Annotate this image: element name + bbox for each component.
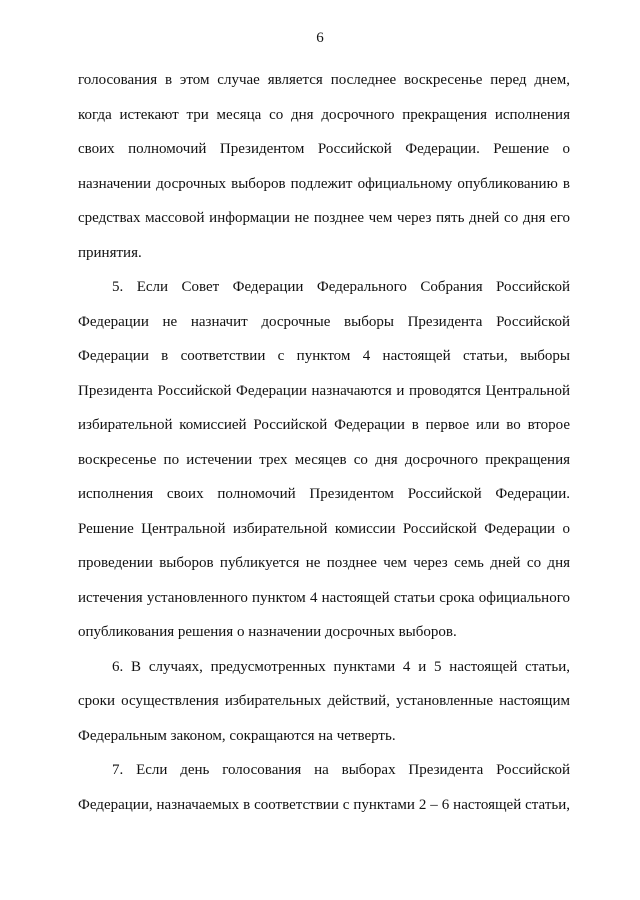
- text-line: 5. Если Совет Федерации Федерального Собрания Российской: [112, 279, 570, 295]
- text-line: избирательной комиссией Российской Федерации в первое или во второе: [78, 417, 570, 433]
- text-line: Федерации не назначит досрочные выборы Президента Российской: [78, 313, 570, 330]
- page-body: [78, 63, 570, 822]
- text-line: принятия.: [78, 244, 142, 261]
- text-line: Решение Центральной избирательной комиссии Российской Федерации о: [78, 520, 570, 537]
- text-line: средствах массовой информации не позднее чем через пять дней со дня его: [78, 210, 570, 226]
- text-line: Федерации в соответствии с пунктом 4 настоящей статьи, выборы: [78, 348, 570, 364]
- text-line: 6. В случаях, предусмотренных пунктами 4 и 5 настоящей статьи,: [112, 658, 570, 675]
- text-line: проведении выборов публикуется не позднее чем через семь дней со дня: [78, 555, 570, 571]
- text-line: голосования в этом случае является последнее воскресенье перед днем,: [78, 72, 570, 88]
- text-line: назначении досрочных выборов подлежит официальному опубликованию в: [78, 175, 570, 192]
- paragraph: [78, 270, 570, 650]
- text-line: когда истекают три месяца со дня досрочного прекращения исполнения: [78, 106, 570, 123]
- text-line: Федерации, назначаемых в соответствии с пунктами 2 – 6 настоящей статьи,: [78, 796, 570, 813]
- text-line: своих полномочий Президентом Российской Федерации. Решение о: [78, 141, 570, 157]
- text-line: 7. Если день голосования на выборах Президента Российской: [112, 762, 570, 778]
- paragraph: [78, 650, 570, 754]
- page-number: 6: [316, 30, 324, 46]
- text-line: опубликования решения о назначении досрочных выборов.: [78, 624, 457, 640]
- paragraph: [78, 753, 570, 822]
- text-line: Федеральным законом, сокращаются на четверть.: [78, 727, 396, 744]
- text-line: исполнения своих полномочий Президентом Российской Федерации.: [78, 486, 570, 502]
- text-line: воскресенье по истечении трех месяцев со дня досрочного прекращения: [78, 451, 570, 468]
- text-line: Президента Российской Федерации назначаются и проводятся Центральной: [78, 382, 570, 399]
- text-line: истечения установленного пунктом 4 настоящей статьи срока официального: [78, 589, 570, 606]
- paragraph: [78, 63, 570, 270]
- text-line: сроки осуществления избирательных действий, установленные настоящим: [78, 693, 570, 709]
